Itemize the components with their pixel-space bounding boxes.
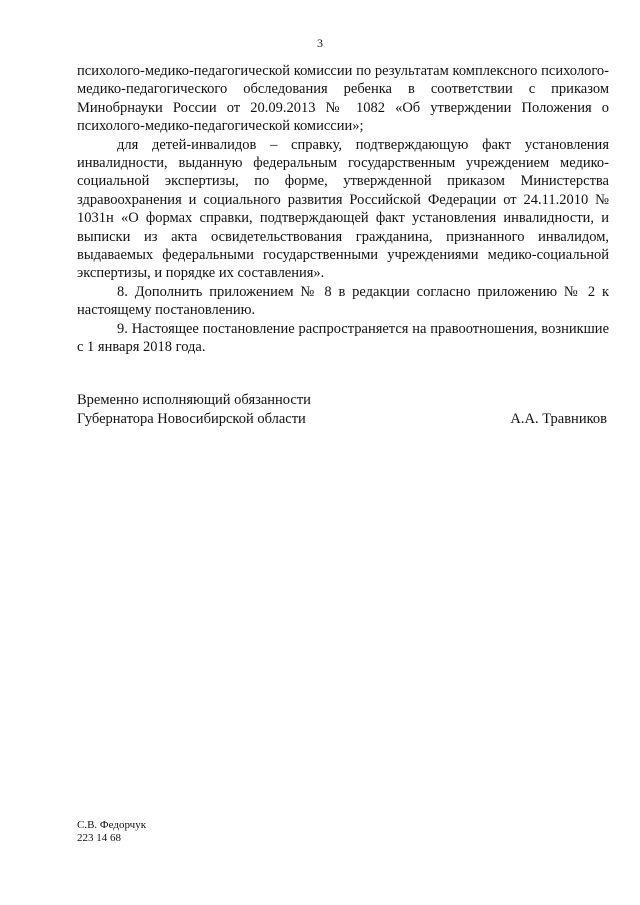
signatory-position-line-1: Временно исполняющий обязанности	[77, 392, 311, 408]
signatory-name: А.А. Травников	[510, 411, 607, 427]
executor-note	[77, 819, 146, 845]
executor-phone: 223 14 68	[77, 832, 121, 844]
signature-block	[77, 391, 607, 429]
signatory-position-line-2: Губернатора Новосибирской области	[77, 411, 306, 427]
page-number: 3	[317, 36, 323, 50]
document-body	[77, 62, 609, 357]
paragraph-commission-continuation: психолого-медико-педагогической комиссии по результатам комплексного психолого-медико-педагогического обследования ребенка в соответствии с приказом Минобрнауки России от 20.09.2013 № 1082 «Об утверждении Положения о психолого-медико-педагогической комиссии»;	[77, 63, 609, 135]
executor-name: С.В. Федорчук	[77, 819, 147, 831]
signature-row	[77, 410, 607, 429]
paragraph-disabled-children: для детей-инвалидов – справку, подтверждающую факт установления инвалидности, выданную федеральным государственным учреждением медико-социальной экспертизы, по форме, утвержденной приказом Министерства здравоохранения и социального развития Российской Федерации от 24.11.2010 № 1031н «О формах справки, подтверждающей факт установления инвалидности, и выписки из акта освидетельствования гражданина, признанного инвалидом, выдаваемых федеральными государственными учреждениями медико-социальной экспертизы, и порядке их составления».	[77, 136, 609, 282]
paragraph-item-9: 9. Настоящее постановление распространяется на правоотношения, возникшие с 1 января 2018 года.	[77, 320, 609, 356]
paragraph-item-8: 8. Дополнить приложением № 8 в редакции согласно приложению № 2 к настоящему постановлению.	[77, 283, 609, 319]
